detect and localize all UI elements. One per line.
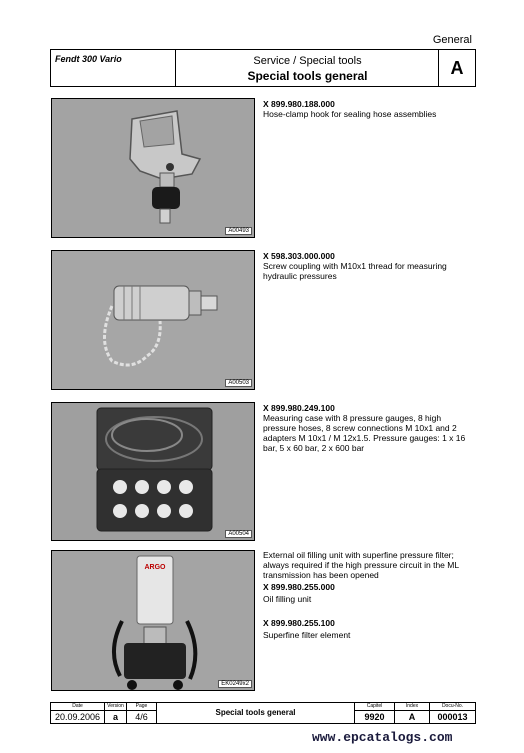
footer-index-label: Index	[395, 703, 429, 711]
tool-photo-oil-filling-unit	[51, 550, 255, 691]
part-number: X 899.980.249.100	[263, 403, 335, 413]
footer-date	[51, 703, 105, 723]
tool-description: Oil filling unit	[263, 594, 312, 604]
tool-entry-2	[263, 251, 475, 281]
tool-entry-4	[263, 550, 475, 640]
part-number-2: X 899.980.255.100	[263, 618, 335, 628]
footer-version-label: Version	[105, 703, 126, 711]
part-number: X 899.980.188.000	[263, 99, 335, 109]
footer-chapter-value: 9920	[364, 712, 385, 722]
tool-photo-screw-coupling	[51, 250, 255, 390]
document-header	[50, 49, 476, 87]
tool-entry-3	[263, 403, 475, 453]
footer-version-value: a	[112, 712, 118, 722]
document-footer	[50, 702, 476, 724]
tool-description: Measuring case with 8 pressure gauges, 8 high pressure hoses, 8 screw connections M 10x1 and 2 adapters M 10x1 / M 12x1.5. Pressure gauges: 1 x 16 bar, 5 x 60 bar, 2 x 600 bar	[263, 413, 466, 453]
image-code: A00503	[225, 379, 252, 387]
image-code: A00493	[225, 227, 252, 235]
hose-clamp-hook-illustration	[52, 99, 255, 238]
footer-chapter	[355, 703, 395, 723]
footer-index	[395, 703, 430, 723]
header-titles	[176, 50, 439, 86]
tool-description-2: Superfine filter element	[263, 630, 351, 640]
footer-page	[127, 703, 157, 723]
part-number: X 899.980.255.000	[263, 582, 335, 592]
footer-version	[105, 703, 127, 723]
footer-page-value: 4/6	[135, 712, 148, 722]
screw-coupling-illustration	[52, 251, 255, 390]
watermark: www.epcatalogs.com	[312, 730, 453, 745]
tool-description: Hose-clamp hook for sealing hose assemblies	[263, 109, 437, 119]
footer-index-value: A	[408, 712, 416, 722]
footer-title: Special tools general	[215, 708, 296, 717]
section-label: General	[432, 34, 472, 46]
image-code: EK0249x2	[218, 680, 252, 688]
tool-photo-hose-clamp-hook	[51, 98, 255, 238]
tool-intro: External oil filling unit with superfine pressure filter; always required if the high pressure circuit in the ML transmission has been opened	[263, 550, 459, 580]
footer-chapter-label: Capitel	[355, 703, 394, 711]
model-name: Fendt 300 Vario	[51, 50, 176, 86]
section-letter: A	[438, 50, 475, 86]
footer-docu	[430, 703, 475, 723]
tool-photo-measuring-case	[51, 402, 255, 541]
image-code: A00504	[225, 530, 252, 538]
footer-date-value: 20.09.2006	[54, 712, 101, 722]
footer-date-label: Date	[51, 703, 104, 711]
tool-entry-1	[263, 99, 475, 119]
header-subtitle: Service / Special tools	[253, 55, 362, 67]
footer-docu-value: 000013	[437, 712, 468, 722]
measuring-case-illustration	[52, 403, 255, 541]
header-title: Special tools general	[247, 69, 368, 83]
unit-brand-label: ARGO	[144, 564, 166, 571]
footer-docu-label: Docu-No.	[430, 703, 475, 711]
tool-description: Screw coupling with M10x1 thread for measuring hydraulic pressures	[263, 261, 447, 281]
footer-page-label: Page	[127, 703, 156, 711]
footer-title-cell	[157, 703, 355, 723]
part-number: X 598.303.000.000	[263, 251, 335, 261]
oil-filling-unit-illustration	[52, 551, 255, 691]
